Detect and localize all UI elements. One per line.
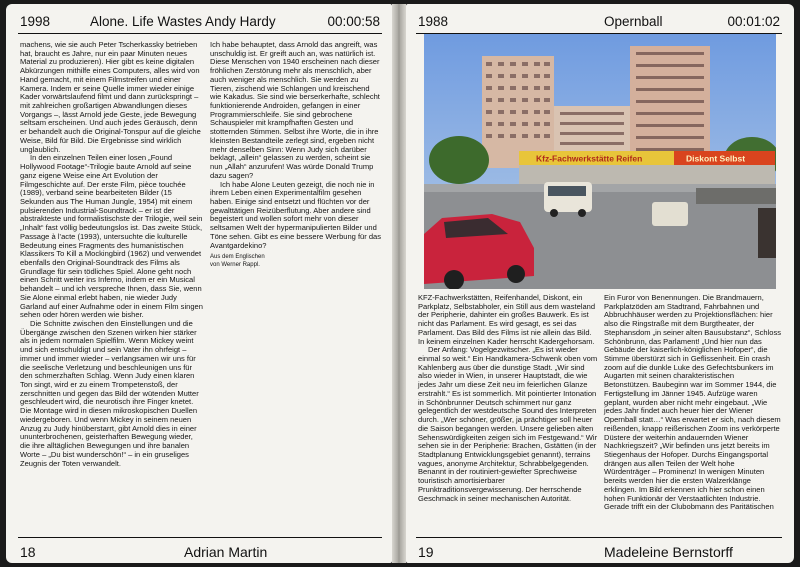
header-rule [18,33,382,34]
film-still-photo [424,34,776,289]
paragraph: machens, wie sie auch Peter Tscherkassky betrieben hat, braucht es Jahre, nur ein paar Minuten neues Material zu produzieren). Hier gibt es keine digitalen Abkürzungen mithilfe eines Computers, alles wird von Hand gemacht, mit einem Filmstreifen und einer Kamera. Indem er seine Quelle immer wieder einige Kader vorwärtslaufend filmt und dann zurückspringt – mit zahlreichen großartigen Abwandlungen dieses Vorgangs –, lässt Arnold jede Geste, jede Bewegung seltsam erscheinen. Und auch jedes Geräusch, denn er behandelt auch die Original-Tonspur auf die gleiche Weise, Bild für Bild. Die Ergebnisse sind wirklich unglaublich. [20,40,201,154]
footer-rule [18,537,382,538]
right-header-title: Opernball [604,14,663,29]
right-page-number: 19 [418,544,434,560]
paragraph: KFZ-Fachwerkstätten, Reifenhandel, Diskont, ein Parkplatz, Selbstabholer, ein Still aus dem wasteland der Peripherie, dahinter ein großes Bauwerk. Es ist nicht das Parlament. Es wird gesagt, es sei das Parlament. Das Bild des Films ist nie allein das Bild. In keinem einzelnen Kader herrscht Kadergehorsam. [418,293,596,346]
left-author-name: Adrian Martin [184,544,268,560]
paragraph: Ein Furor von Benennungen. Die Brandmauern, Parkplatzöden am Stadtrand, Fahrbahnen und Abbruchhäuser werden zu Projektionsflächen: hier also die Ringstraße mit dem Burgtheater, der Stephansdom „in seiner alten Bausubstanz“, Schloss Schönbrunn, das Parlament! „Und hier nun das Gebäude der kaiserlich-königlichen Hofoper“, die Stimme überstürzt sich in Geflissenheit. Ein crash zoom auf die dunkle Luke des Gefechtsbunkers im Augarten mit seinen charakteristischen Betonstützen. Baubeginn war im Sommer 1944, die Fertigstellung im Jänner 1945. Aufzüge waren geplant, wurden aber nicht mehr eingebaut. „Wie jedes Jahr findet auch heuer hier der Wiener Opernball statt…“ Was erwartet er sich, nach diesem reißenden, knapp reißerischen Zoom ins verkörperte Düstere der weiterhin andauernden Wiener Nachkriegszeit? „Wir befinden uns jetzt bereits im Stiegenhaus der Hofoper. Durchs Eingangsportal drängen aus allen Teilen der Welt hohe Würdenträger – Prominenz! In wenigen Minuten bereits werden hier die ersten Walzerklänge erklingen. Im Bild erkennen ich hier schon einen hohen Funktionär der Verstaatlichten Industrie. Gerade trifft ein der Clubobmann des Paritätischen [604,293,782,512]
book-spine [392,4,406,563]
left-header-timecode: 00:00:58 [327,14,380,29]
paragraph: Ich habe Alone Leuten gezeigt, die noch nie in ihrem Leben einen Experimentalfilm gesehen haben. Einige sind entsetzt und flüchten vor der gewalttätigen Reizüberflutung. Aber andere sind begeistert und wollen sofort mehr von dieser seltsamen Welt der hypermanipulierten Bilder und Töne sehen. Gibt es eine bessere Werbung für das Avantgardekino? [210,179,382,250]
right-header-timecode: 00:01:02 [727,14,780,29]
credit-line: von Werner Rappl. [210,261,260,268]
film-still-image [424,34,776,289]
right-header-year: 1988 [418,14,449,29]
shop-sign-text: Kfz-Fachwerkstätte Reifen [536,153,643,164]
left-header-year: 1998 [20,14,51,29]
left-header-title: Alone. Life Wastes Andy Hardy [90,14,276,29]
right-page [406,4,794,563]
left-page-number: 18 [20,544,36,560]
paragraph: Die Schnitte zwischen den Einstellungen und die Übergänge zwischen den Szenen wirken hier stärker als in jedem normalen Spielfilm. Wenn Mickey weint und sich entschuldigt und sein Vater ihn ohrfeigt – immer und immer wieder – verlangsamen wir uns für die seelische Verletzung und beschleunigen uns für den schmerzhaften Schlag. Wenn Judy einen klaren Ton singt, wird er zu einem Trompetenstoß, der zerschnitten und gegen das Bild der wütenden Mutter geschleudert wird, die neurotisch ihre Finger knetet. Die Montage wird in diesen mikroskopischen Duellen wiedergeboren. Und wenn Mickey in seinem neuen Anzug zu Judy hinüberstarrt, gibt Arnold dies in einer ununterbrochenen, geisterhaften Bewegung wieder, die ihre alltäglichen Bewegungen und ihre banalen Worte – „Du bist wunderschön!“ – in ein gruseliges Zeugnis der Toten verwandelt. [20,319,199,468]
paragraph: Der Anfang: Vogelgezwitscher. „Es ist wieder einmal so weit.“ Ein Handkamera-Schwenk oben vom Kahlenberg aus über die dunstige Stadt. „Wir sind also wieder in Wien, in unserer Hauptstadt, die wie jedes Jahr um diese Zeit neu im feierlichen Glanze erstrahlt.“ Es ist sommerlich. Mit pointierter Intonation in Schönbrunner Deutsch schimmert nur ganz gelegentlich der westdeutsche Sound des Interpreten durch. „Wer schöner, größer, ja prächtiger soll heuer die Saison begangen werden. Unsere gelieben alten Sehenswürdigkeiten zeigen sich im Festgewand.“ Wir sehen sie in der Peripherie: Brachen, Gstätten (in der Stadtplanung Entwicklungsgebiet genannt), terrains vagues, anonyme Architektur, Schrabbelgegenden. Benannt in der routiniert-gewiefter Sprechweise touristisch amortisierbarer Prunktraditionsvergewisserung. Der herrschende Geschmack in seiner mechanischen Autorität. [418,345,598,503]
paragraph: Ich habe behauptet, dass Arnold das angreift, was unschuldig ist. Er greift auch an, was natürlich ist. Diese Menschen von 1940 erscheinen nach dieser fröhlichen Zerstörung mehr als menschlich, aber auch weniger als menschlich. Sie werden zu Tieren, zischend wie Schlangen und kreischend wie Kakadus. Sie sind wie berserkerhafte, schlecht funktionierende Androiden, gefangen in einer Programmierschleife. Sie sind gebrochene Schauspieler mit krampfhaften Gesten und stotternden Stimmen. Selbst ihre Worte, die in ihre kleinsten Bestandteile zerlegt sind, ergeben nicht mehr denselben Sinn: Wenn Judy sich darüber beklagt, „allein“ gelassen zu werden, scheint sie nun „Allah“ anzurufen! Was würde Donald Trump dazu sagen? [210,40,380,180]
paragraph: In den einzelnen Teilen einer losen „Found Hollywood Footage“-Trilogie baute Arnold auf seine ganz eigene Weise eine Art Evolution der Filmgeschichte auf. Der erste Film, pièce touchée (1989), verband seine bearbeiteten Bilder (15 Sekunden aus The Human Jungle, 1954) mit einem pulsierenden Industrial-Soundtrack – er ist der abstrakteste und formalistischste der Trilogie, weil sein „Inhalt“ fast völlig bedeutungslos ist. Das zweite Stück, Passage à l’acte (1993), untersuchte die kulturelle Bedeutung eines Fragments des humanistischen Klassikers To Kill a Mockingbird (1962) und verwendet ebenfalls den Original-Soundtrack des Films als Grundlage für sein tödliches Spiel. Alone geht noch einen Schritt weiter ins Inferno, indem er ein Musical behandelt – und ich verspreche Ihnen, dass Sie, wenn Sie Alone einmal erlebt haben, nie wieder Judy Garland auf einer Aufnahme oder in einem Film singen sehen oder hören werden wie bisher. [20,153,203,320]
left-text-column-2 [210,41,382,269]
left-text-column-1 [20,41,204,468]
discount-sign-text: Diskont Selbst [686,153,746,164]
right-text-column-2 [604,294,782,512]
left-page [6,4,392,563]
right-author-name: Madeleine Bernstorff [604,544,733,560]
translation-credit [210,254,382,269]
footer-rule [416,537,782,538]
credit-line: Aus dem Englischen [210,254,265,261]
right-text-column-1 [418,294,598,503]
